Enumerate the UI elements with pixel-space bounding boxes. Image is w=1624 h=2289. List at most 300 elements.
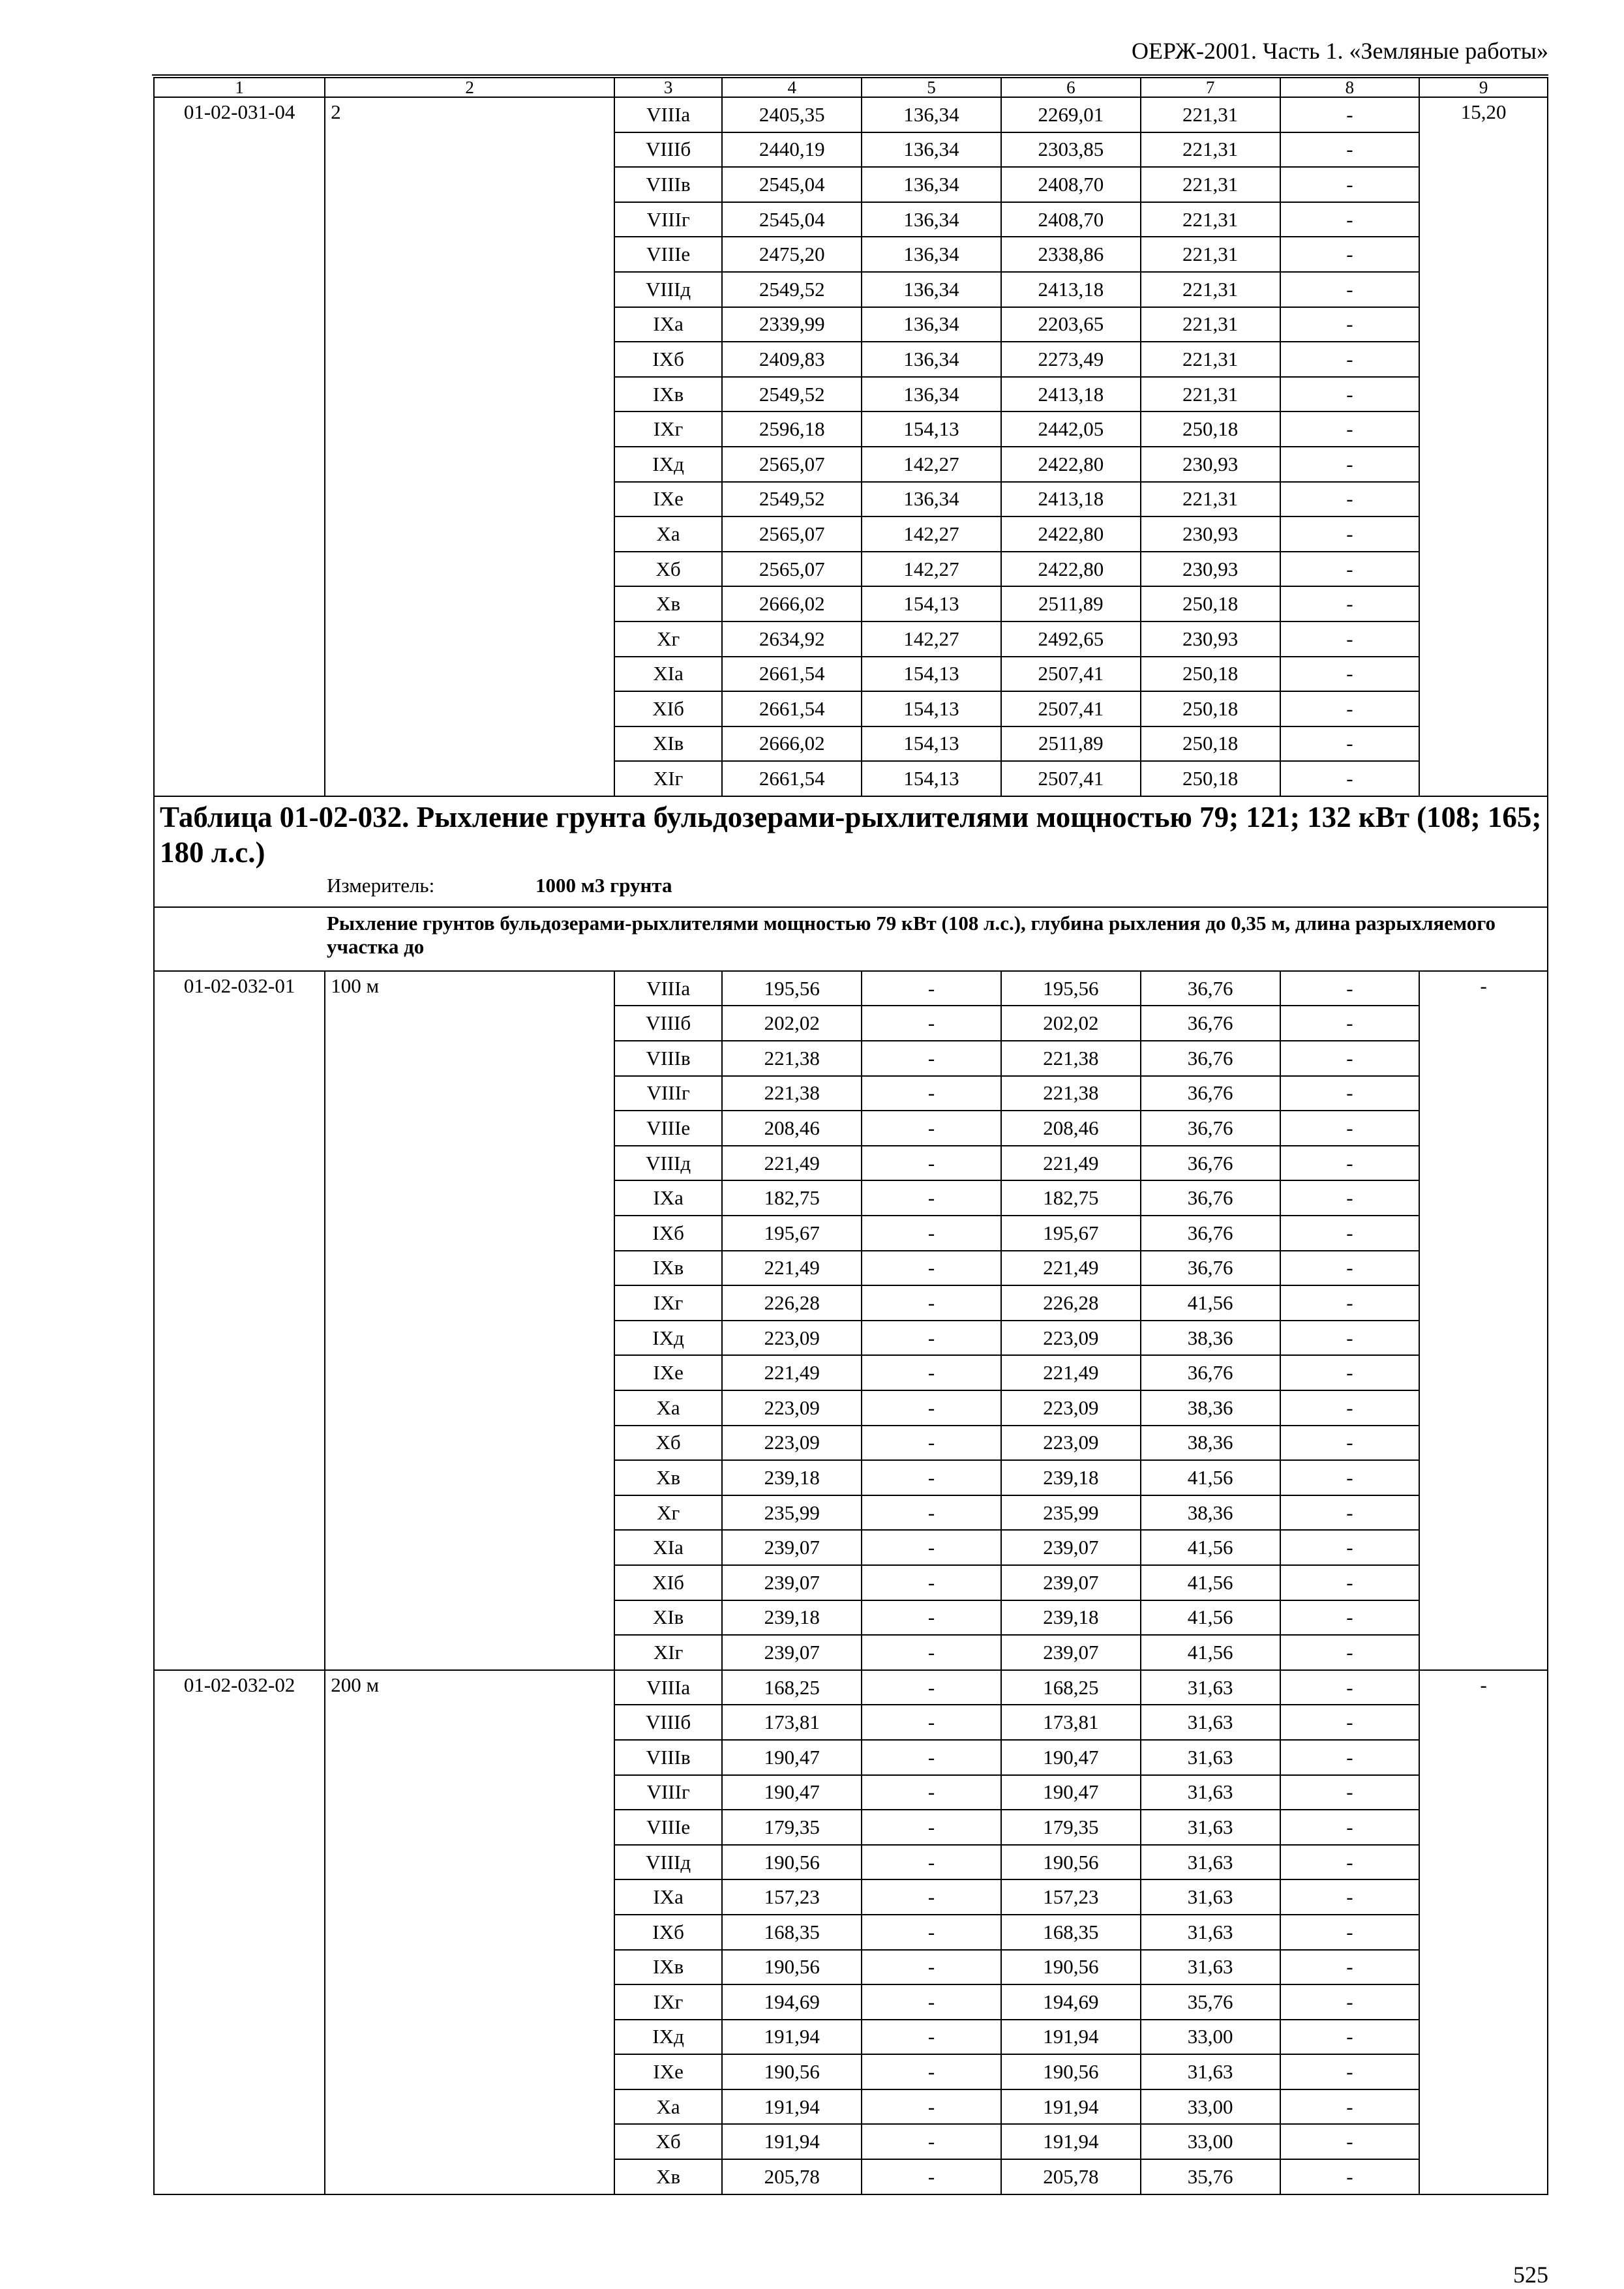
machinist-wage: 230,93 — [1141, 552, 1280, 587]
total-cost: 2661,54 — [722, 761, 862, 796]
labor-cost: 142,27 — [862, 621, 1001, 657]
total-cost: 2440,19 — [722, 132, 862, 168]
soil-category: VIIIа — [614, 971, 722, 1006]
machinist-wage: 41,56 — [1141, 1635, 1280, 1670]
total-cost: 191,94 — [722, 2020, 862, 2055]
table-title: Таблица 01-02-032. Рыхление грунта бульдозерами-рыхлителями мощностью 79; 121; 132 кВт (108; 165; 180 л.с.) — [160, 800, 1542, 869]
soil-category: Xа — [614, 516, 722, 552]
materials-cost: - — [1280, 1810, 1420, 1845]
soil-category: Xа — [614, 2089, 722, 2125]
soil-category: IXе — [614, 482, 722, 517]
machinist-wage: 221,31 — [1141, 237, 1280, 272]
machine-cost: 202,02 — [1001, 1006, 1141, 1041]
total-cost: 168,35 — [722, 1915, 862, 1950]
machinist-wage: 36,76 — [1141, 1180, 1280, 1216]
machine-cost: 2408,70 — [1001, 202, 1141, 237]
total-cost: 239,07 — [722, 1635, 862, 1670]
machinist-wage: 36,76 — [1141, 1355, 1280, 1390]
machine-cost: 157,23 — [1001, 1879, 1141, 1915]
total-cost: 195,67 — [722, 1216, 862, 1251]
soil-category: Xв — [614, 586, 722, 621]
soil-category: Xв — [614, 2159, 722, 2194]
materials-cost: - — [1280, 1321, 1420, 1356]
materials-cost: - — [1280, 971, 1420, 1006]
labor-cost: - — [862, 1460, 1001, 1495]
machinist-wage: 36,76 — [1141, 1251, 1280, 1286]
machinist-wage: 250,18 — [1141, 691, 1280, 726]
labor-cost: - — [862, 1705, 1001, 1740]
soil-category: Xг — [614, 621, 722, 657]
total-cost: 2596,18 — [722, 411, 862, 447]
soil-category: VIIIе — [614, 1111, 722, 1146]
soil-category: IXа — [614, 1879, 722, 1915]
materials-cost: - — [1280, 516, 1420, 552]
machinist-wage: 221,31 — [1141, 272, 1280, 307]
column-number-6: 6 — [1001, 78, 1141, 97]
labor-cost: 136,34 — [862, 237, 1001, 272]
materials-cost: - — [1280, 761, 1420, 796]
rates-table — [153, 77, 1548, 2195]
machinist-wage: 38,36 — [1141, 1321, 1280, 1356]
machine-cost: 223,09 — [1001, 1426, 1141, 1461]
machinist-wage: 221,31 — [1141, 97, 1280, 132]
labor-cost: - — [862, 1495, 1001, 1531]
total-cost: 2661,54 — [722, 657, 862, 692]
soil-category: XIг — [614, 761, 722, 796]
total-cost: 179,35 — [722, 1810, 862, 1845]
machinist-wage: 31,63 — [1141, 1915, 1280, 1950]
materials-cost: - — [1280, 1775, 1420, 1810]
total-cost: 226,28 — [722, 1285, 862, 1321]
labor-cost: - — [862, 1565, 1001, 1600]
total-cost: 190,47 — [722, 1775, 862, 1810]
machine-cost: 2442,05 — [1001, 411, 1141, 447]
soil-category: VIIIд — [614, 1146, 722, 1181]
materials-cost: - — [1280, 1670, 1420, 1705]
machinist-wage: 221,31 — [1141, 132, 1280, 168]
labor-cost: - — [862, 2159, 1001, 2194]
machinist-wage: 31,63 — [1141, 1879, 1280, 1915]
labor-cost: - — [862, 1041, 1001, 1076]
labor-cost: - — [862, 1111, 1001, 1146]
labor-cost: - — [862, 1740, 1001, 1775]
machine-cost: 190,56 — [1001, 2054, 1141, 2089]
materials-cost: - — [1280, 342, 1420, 377]
materials-cost: - — [1280, 167, 1420, 202]
machine-cost: 205,78 — [1001, 2159, 1141, 2194]
machinist-wage: 41,56 — [1141, 1600, 1280, 1636]
total-cost: 168,25 — [722, 1670, 862, 1705]
labor-cost: 154,13 — [862, 726, 1001, 762]
materials-cost: - — [1280, 1251, 1420, 1286]
rate-parameter: 2 — [325, 97, 614, 796]
measure-line — [160, 874, 1542, 897]
soil-category: VIIIд — [614, 272, 722, 307]
machinist-wage: 221,31 — [1141, 307, 1280, 342]
labor-cost: - — [862, 1984, 1001, 2020]
total-cost: 221,38 — [722, 1076, 862, 1111]
materials-cost: - — [1280, 97, 1420, 132]
materials-cost: - — [1280, 1984, 1420, 2020]
machinist-wage: 31,63 — [1141, 1705, 1280, 1740]
machinist-wage: 38,36 — [1141, 1426, 1280, 1461]
machine-cost: 195,56 — [1001, 971, 1141, 1006]
machine-cost: 2422,80 — [1001, 447, 1141, 482]
total-cost: 205,78 — [722, 2159, 862, 2194]
materials-cost: - — [1280, 1006, 1420, 1041]
total-cost: 221,49 — [722, 1355, 862, 1390]
materials-cost: - — [1280, 1950, 1420, 1985]
labor-cost: 136,34 — [862, 167, 1001, 202]
machinist-wage: 31,63 — [1141, 1740, 1280, 1775]
soil-category: VIIIв — [614, 1740, 722, 1775]
machinist-wage: 36,76 — [1141, 1146, 1280, 1181]
soil-category: IXв — [614, 1251, 722, 1286]
total-cost: 190,56 — [722, 2054, 862, 2089]
materials-cost: - — [1280, 307, 1420, 342]
total-cost: 221,49 — [722, 1251, 862, 1286]
materials-cost: - — [1280, 377, 1420, 412]
machinist-wage: 221,31 — [1141, 377, 1280, 412]
labor-cost: - — [862, 971, 1001, 1006]
machine-cost: 190,47 — [1001, 1740, 1141, 1775]
materials-cost: - — [1280, 586, 1420, 621]
machinist-wage: 221,31 — [1141, 342, 1280, 377]
machine-cost: 191,94 — [1001, 2089, 1141, 2125]
machine-cost: 2422,80 — [1001, 516, 1141, 552]
machinist-wage: 221,31 — [1141, 167, 1280, 202]
labor-cost: - — [862, 1810, 1001, 1845]
machinist-wage: 33,00 — [1141, 2020, 1280, 2055]
soil-category: Xг — [614, 1495, 722, 1531]
soil-category: IXд — [614, 447, 722, 482]
total-cost: 2549,52 — [722, 377, 862, 412]
soil-category: IXг — [614, 411, 722, 447]
total-cost: 235,99 — [722, 1495, 862, 1531]
labor-cost: 142,27 — [862, 447, 1001, 482]
machinist-wage: 31,63 — [1141, 1810, 1280, 1845]
labor-cost: - — [862, 2054, 1001, 2089]
machine-cost: 2203,65 — [1001, 307, 1141, 342]
labor-cost: - — [862, 1879, 1001, 1915]
column-number-3: 3 — [614, 78, 722, 97]
soil-category: IXа — [614, 1180, 722, 1216]
machinist-wage: 31,63 — [1141, 1775, 1280, 1810]
machinist-wage: 41,56 — [1141, 1285, 1280, 1321]
machine-cost: 173,81 — [1001, 1705, 1141, 1740]
machine-cost: 190,56 — [1001, 1950, 1141, 1985]
soil-category: IXе — [614, 2054, 722, 2089]
machine-cost: 194,69 — [1001, 1984, 1141, 2020]
materials-cost: - — [1280, 1355, 1420, 1390]
total-cost: 2565,07 — [722, 552, 862, 587]
materials-cost: - — [1280, 1565, 1420, 1600]
table-row — [154, 1670, 1548, 1705]
machine-cost: 190,56 — [1001, 1845, 1141, 1880]
machinist-wage: 36,76 — [1141, 1076, 1280, 1111]
labor-cost: 136,34 — [862, 342, 1001, 377]
total-cost: 190,56 — [722, 1845, 862, 1880]
total-cost: 2405,35 — [722, 97, 862, 132]
machinist-wage: 250,18 — [1141, 411, 1280, 447]
machine-cost: 191,94 — [1001, 2020, 1141, 2055]
labor-cost: - — [862, 1390, 1001, 1426]
soil-category: Xб — [614, 2124, 722, 2159]
machine-cost: 2492,65 — [1001, 621, 1141, 657]
total-cost: 223,09 — [722, 1321, 862, 1356]
machine-cost: 2507,41 — [1001, 761, 1141, 796]
section-description: Рыхление грунтов бульдозерами-рыхлителями мощностью 79 кВт (108 л.с.), глубина рыхления до 0,35 м, длина разрыхляемого участка до — [154, 907, 1548, 971]
labor-cost: - — [862, 1670, 1001, 1705]
labor-cost: 136,34 — [862, 307, 1001, 342]
materials-cost: - — [1280, 621, 1420, 657]
machinist-wage: 250,18 — [1141, 726, 1280, 762]
total-cost: 2565,07 — [722, 447, 862, 482]
materials-cost: - — [1280, 482, 1420, 517]
machine-cost: 191,94 — [1001, 2124, 1141, 2159]
rate-parameter: 100 м — [325, 971, 614, 1670]
materials-cost: - — [1280, 1180, 1420, 1216]
machinist-wage: 31,63 — [1141, 1950, 1280, 1985]
total-cost: 2409,83 — [722, 342, 862, 377]
soil-category: IXд — [614, 2020, 722, 2055]
total-cost: 190,47 — [722, 1740, 862, 1775]
soil-category: VIIIг — [614, 1076, 722, 1111]
machine-cost: 239,07 — [1001, 1530, 1141, 1565]
labor-cost: 136,34 — [862, 202, 1001, 237]
machine-cost: 223,09 — [1001, 1321, 1141, 1356]
materials-cost: - — [1280, 691, 1420, 726]
machinist-wage: 38,36 — [1141, 1495, 1280, 1531]
machinist-wage: 31,63 — [1141, 1670, 1280, 1705]
column-number-1: 1 — [154, 78, 325, 97]
machine-cost: 168,35 — [1001, 1915, 1141, 1950]
labor-cost: - — [862, 1321, 1001, 1356]
machine-cost: 2422,80 — [1001, 552, 1141, 587]
total-cost: 2661,54 — [722, 691, 862, 726]
machinist-wage: 230,93 — [1141, 516, 1280, 552]
labor-hours: - — [1419, 971, 1548, 1670]
machine-cost: 239,07 — [1001, 1565, 1141, 1600]
materials-cost: - — [1280, 1390, 1420, 1426]
labor-cost: - — [862, 2124, 1001, 2159]
total-cost: 2549,52 — [722, 272, 862, 307]
materials-cost: - — [1280, 1460, 1420, 1495]
materials-cost: - — [1280, 1915, 1420, 1950]
labor-cost: 154,13 — [862, 586, 1001, 621]
materials-cost: - — [1280, 657, 1420, 692]
machinist-wage: 31,63 — [1141, 2054, 1280, 2089]
machinist-wage: 36,76 — [1141, 1216, 1280, 1251]
labor-cost: 142,27 — [862, 516, 1001, 552]
soil-category: IXг — [614, 1285, 722, 1321]
total-cost: 190,56 — [722, 1950, 862, 1985]
materials-cost: - — [1280, 1495, 1420, 1531]
labor-cost: - — [862, 1180, 1001, 1216]
machine-cost: 2511,89 — [1001, 586, 1141, 621]
machine-cost: 2269,01 — [1001, 97, 1141, 132]
soil-category: VIIIг — [614, 202, 722, 237]
total-cost: 2545,04 — [722, 202, 862, 237]
total-cost: 221,49 — [722, 1146, 862, 1181]
soil-category: IXб — [614, 1216, 722, 1251]
labor-cost: - — [862, 1355, 1001, 1390]
materials-cost: - — [1280, 2159, 1420, 2194]
column-number-4: 4 — [722, 78, 862, 97]
measure-value: 1000 м3 грунта — [535, 873, 672, 897]
soil-category: VIIIа — [614, 97, 722, 132]
labor-cost: - — [862, 2089, 1001, 2125]
materials-cost: - — [1280, 1216, 1420, 1251]
machine-cost: 195,67 — [1001, 1216, 1141, 1251]
measure-label: Измеритель: — [327, 873, 435, 897]
machine-cost: 226,28 — [1001, 1285, 1141, 1321]
soil-category: XIа — [614, 657, 722, 692]
soil-category: Xа — [614, 1390, 722, 1426]
column-number-row — [154, 78, 1548, 97]
total-cost: 194,69 — [722, 1984, 862, 2020]
total-cost: 195,56 — [722, 971, 862, 1006]
materials-cost: - — [1280, 2124, 1420, 2159]
table-title-cell — [154, 796, 1548, 907]
total-cost: 191,94 — [722, 2089, 862, 2125]
total-cost: 182,75 — [722, 1180, 862, 1216]
machine-cost: 2511,89 — [1001, 726, 1141, 762]
machinist-wage: 33,00 — [1141, 2124, 1280, 2159]
machinist-wage: 230,93 — [1141, 621, 1280, 657]
soil-category: IXб — [614, 1915, 722, 1950]
column-number-2: 2 — [325, 78, 614, 97]
machinist-wage: 221,31 — [1141, 482, 1280, 517]
machinist-wage: 36,76 — [1141, 1006, 1280, 1041]
materials-cost: - — [1280, 237, 1420, 272]
materials-cost: - — [1280, 1285, 1420, 1321]
soil-category: IXв — [614, 377, 722, 412]
labor-cost: - — [862, 1775, 1001, 1810]
materials-cost: - — [1280, 272, 1420, 307]
labor-cost: - — [862, 1845, 1001, 1880]
soil-category: VIIIв — [614, 167, 722, 202]
machine-cost: 221,38 — [1001, 1076, 1141, 1111]
machinist-wage: 33,00 — [1141, 2089, 1280, 2125]
labor-hours: - — [1419, 1670, 1548, 2194]
running-header: ОЕРЖ-2001. Часть 1. «Земляные работы» — [1132, 38, 1548, 64]
machine-cost: 221,38 — [1001, 1041, 1141, 1076]
soil-category: XIв — [614, 1600, 722, 1636]
labor-cost: - — [862, 2020, 1001, 2055]
materials-cost: - — [1280, 1879, 1420, 1915]
section-description-row — [154, 907, 1548, 971]
labor-cost: - — [862, 1251, 1001, 1286]
machinist-wage: 35,76 — [1141, 2159, 1280, 2194]
machinist-wage: 41,56 — [1141, 1565, 1280, 1600]
total-cost: 2565,07 — [722, 516, 862, 552]
machine-cost: 221,49 — [1001, 1355, 1141, 1390]
machine-cost: 235,99 — [1001, 1495, 1141, 1531]
rate-code: 01-02-032-02 — [154, 1670, 325, 2194]
total-cost: 2666,02 — [722, 726, 862, 762]
soil-category: VIIIе — [614, 237, 722, 272]
soil-category: IXа — [614, 307, 722, 342]
total-cost: 2545,04 — [722, 167, 862, 202]
materials-cost: - — [1280, 1076, 1420, 1111]
soil-category: Xб — [614, 552, 722, 587]
soil-category: Xб — [614, 1426, 722, 1461]
rates-table-body — [154, 78, 1548, 2194]
machinist-wage: 35,76 — [1141, 1984, 1280, 2020]
total-cost: 2634,92 — [722, 621, 862, 657]
total-cost: 2339,99 — [722, 307, 862, 342]
materials-cost: - — [1280, 1845, 1420, 1880]
total-cost: 239,18 — [722, 1600, 862, 1636]
labor-cost: - — [862, 1285, 1001, 1321]
labor-cost: 136,34 — [862, 482, 1001, 517]
machine-cost: 239,07 — [1001, 1635, 1141, 1670]
labor-cost: 154,13 — [862, 761, 1001, 796]
labor-cost: 136,34 — [862, 272, 1001, 307]
materials-cost: - — [1280, 1146, 1420, 1181]
materials-cost: - — [1280, 411, 1420, 447]
soil-category: IXе — [614, 1355, 722, 1390]
materials-cost: - — [1280, 726, 1420, 762]
labor-cost: - — [862, 1915, 1001, 1950]
labor-cost: 136,34 — [862, 97, 1001, 132]
soil-category: VIIIб — [614, 1705, 722, 1740]
soil-category: XIб — [614, 1565, 722, 1600]
labor-cost: - — [862, 1530, 1001, 1565]
soil-category: XIг — [614, 1635, 722, 1670]
materials-cost: - — [1280, 1600, 1420, 1636]
machinist-wage: 230,93 — [1141, 447, 1280, 482]
total-cost: 239,07 — [722, 1530, 862, 1565]
total-cost: 2549,52 — [722, 482, 862, 517]
total-cost: 223,09 — [722, 1390, 862, 1426]
materials-cost: - — [1280, 2020, 1420, 2055]
machine-cost: 2408,70 — [1001, 167, 1141, 202]
soil-category: XIа — [614, 1530, 722, 1565]
labor-cost: - — [862, 1216, 1001, 1251]
machine-cost: 2413,18 — [1001, 272, 1141, 307]
soil-category: VIIIв — [614, 1041, 722, 1076]
total-cost: 173,81 — [722, 1705, 862, 1740]
labor-cost: - — [862, 1426, 1001, 1461]
labor-cost: - — [862, 1006, 1001, 1041]
soil-category: VIIIб — [614, 1006, 722, 1041]
machinist-wage: 250,18 — [1141, 761, 1280, 796]
total-cost: 2666,02 — [722, 586, 862, 621]
soil-category: IXг — [614, 1984, 722, 2020]
soil-category: VIIIд — [614, 1845, 722, 1880]
rate-code: 01-02-031-04 — [154, 97, 325, 796]
machine-cost: 2338,86 — [1001, 237, 1141, 272]
machine-cost: 182,75 — [1001, 1180, 1141, 1216]
table-title-row — [154, 796, 1548, 907]
labor-cost: 142,27 — [862, 552, 1001, 587]
labor-cost: 154,13 — [862, 411, 1001, 447]
machine-cost: 2303,85 — [1001, 132, 1141, 168]
column-number-5: 5 — [862, 78, 1001, 97]
machinist-wage: 36,76 — [1141, 1111, 1280, 1146]
machinist-wage: 41,56 — [1141, 1460, 1280, 1495]
machinist-wage: 41,56 — [1141, 1530, 1280, 1565]
soil-category: IXд — [614, 1321, 722, 1356]
labor-cost: - — [862, 1635, 1001, 1670]
materials-cost: - — [1280, 1705, 1420, 1740]
total-cost: 157,23 — [722, 1879, 862, 1915]
soil-category: XIб — [614, 691, 722, 726]
column-number-9: 9 — [1419, 78, 1548, 97]
table-row — [154, 971, 1548, 1006]
